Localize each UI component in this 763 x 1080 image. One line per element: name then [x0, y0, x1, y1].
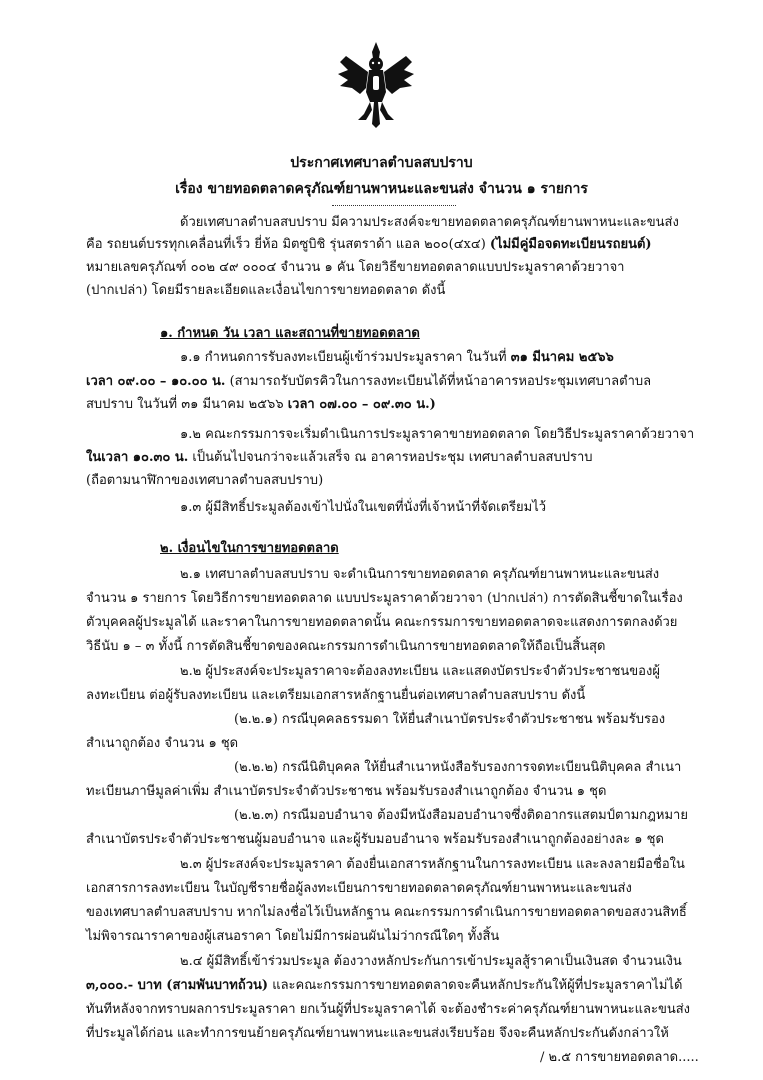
para-2-2-line-2: ลงทะเบียน ต่อผู้รับลงทะเบียน และเตรียมเอกสารหลักฐานยื่นต่อเทศบาลตำบลสบปราบ ดังนี้ — [86, 688, 586, 703]
para-2-3-line-3: ของเทศบาลตำบลสบปราบ หากไม่ลงชื่อไว้เป็นหลักฐาน คณะกรรมการดำเนินการขายทอดตลาดขอสงวนสิทธิ์ — [86, 905, 687, 920]
para-2-4-refund: และคณะกรรมการขายทอดตลาดจะคืนหลักประกันให้ผู้ที่ประมูลราคาไม่ได้ — [268, 978, 683, 993]
para-2-3-line-4: ไม่พิจารณาราคาของผู้เสนอราคา โดยไม่มีการผ่อนผันไม่ว่ากรณีใดๆ ทั้งสิ้น — [86, 929, 500, 944]
para-1-1-queue-time: เวลา ๐๗.๐๐ – ๐๙.๓๐ น.) — [287, 397, 436, 412]
para-2-2-1-line-2: สำเนาถูกต้อง จำนวน ๑ ชุด — [86, 736, 239, 751]
para-2-2-line-1: ๒.๒ ผู้ประสงค์จะประมูลราคาจะต้องลงทะเบียน และแสดงบัตรประจำตัวประชาชนของผู้ — [180, 664, 660, 679]
para-1-1-time: เวลา ๐๙.๐๐ – ๑๐.๐๐ น. — [86, 374, 226, 389]
intro-line-3: หมายเลขครุภัณฑ์ ๐๐๒ ๔๙ ๐๐๐๔ จำนวน ๑ คัน โดยวิธีขายทอดตลาดแบบประมูลราคาด้วยวาจา — [86, 260, 625, 275]
para-2-4-line-2 — [86, 977, 682, 995]
para-1-1-line-2 — [86, 373, 651, 391]
para-1-1-queue-date: สบปราบ ในวันที่ ๓๑ มีนาคม ๒๕๖๖ — [86, 397, 288, 412]
para-2-1-line-4: วิธีนับ ๑ – ๓ ทั้งนี้ การตัดสินชี้ขาดของคณะกรรมการดำเนินการขายทอดตลาดให้ถือเป็นสิ้นสุด — [86, 639, 606, 654]
para-2-1-line-3: ตัวบุคคลผู้ประมูลได้ และราคาในการขายทอดตลาดนั้น คณะกรรมการขายทอดตลาดจะแสดงการตกลงด้วย — [86, 615, 678, 630]
intro-line-1: ด้วยเทศบาลตำบลสบปราบ มีความประสงค์จะขายทอดตลาดครุภัณฑ์ยานพาหนะและขนส่ง — [180, 215, 679, 230]
para-2-2-3-line-1: (๒.๒.๓) กรณีมอบอำนาจ ต้องมีหนังสือมอบอำนาจซึ่งติดอากรแสตมป์ตามกฎหมาย — [234, 808, 688, 823]
intro-line-4: (ปากเปล่า) โดยมีรายละเอียดและเงื่อนไขการขายทอดตลาด ดังนี้ — [86, 283, 446, 298]
para-2-4-line-4: ที่ประมูลได้ก่อน และทำการขนย้ายครุภัณฑ์ยานพาหนะและขนส่งเรียบร้อย จึงจะคืนหลักประกันดังกล่าวให้ — [86, 1026, 669, 1041]
section-2-heading: ๒. เงื่อนไขในการขายทอดตลาด — [160, 541, 339, 556]
para-2-2-3-line-2: สำเนาบัตรประจำตัวประชาชนผู้มอบอำนาจ และผู้รับมอบอำนาจ พร้อมรับรองสำเนาถูกต้องอย่างละ ๑ ชุด — [86, 832, 664, 847]
para-1-2-line-1: ๑.๒ คณะกรรมการจะเริ่มดำเนินการประมูลราคาขายทอดตลาด โดยวิธีประมูลราคาด้วยวาจา — [180, 427, 695, 442]
para-1-3: ๑.๓ ผู้มีสิทธิ์ประมูลต้องเข้าไปนั่งในเขตที่นั่งที่เจ้าหน้าที่จัดเตรียมไว้ — [180, 500, 547, 515]
para-2-4-amount: ๓,๐๐๐.- บาท (สามพันบาทถ้วน) — [86, 978, 269, 993]
para-2-3-line-1: ๒.๓ ผู้ประสงค์จะประมูลราคา ต้องยื่นเอกสารหลักฐานในการลงทะเบียน และลงลายมือชื่อใน — [180, 857, 685, 872]
para-2-4-line-3: ทันทีหลังจากทราบผลการประมูลราคา ยกเว้นผู้ที่ประมูลราคาได้ จะต้องชำระค่าครุภัณฑ์ยานพาหนะและขนส่ง — [86, 1002, 691, 1017]
page-title: ประกาศเทศบาลตำบลสบปราบ — [290, 155, 473, 171]
para-2-2-2-line-2: ทะเบียนภาษีมูลค่าเพิ่ม สำเนาบัตรประจำตัวประชาชน พร้อมรับรองสำเนาถูกต้อง จำนวน ๑ ชุด — [86, 784, 607, 799]
para-2-1-line-1: ๒.๑ เทศบาลตำบลสบปราบ จะดำเนินการขายทอดตลาด ครุภัณฑ์ยานพาหนะและขนส่ง — [180, 567, 660, 582]
para-2-1-line-2: จำนวน ๑ รายการ โดยวิธีการขายทอดตลาด แบบประมูลราคาด้วยวาจา (ปากเปล่า) การตัดสินชี้ขาดในเรื่อง — [86, 591, 683, 606]
para-1-2-line-3: (ถือตามนาฬิกาของเทศบาลตำบลสบปราบ) — [86, 473, 324, 488]
continued-footer: / ๒.๕ การขายทอดตลาด..... — [540, 1050, 699, 1065]
intro-line-2 — [86, 236, 652, 254]
intro-note: (ไม่มีคู่มือจดทะเบียนรถยนต์) — [489, 237, 652, 252]
para-2-4-line-1: ๒.๔ ผู้มีสิทธิ์เข้าร่วมประมูล ต้องวางหลักประกันการเข้าประมูลสู้ราคาเป็นเงินสด จำนวนเงิน — [180, 954, 682, 969]
para-2-3-line-2: เอกสารการลงทะเบียน ในบัญชีรายชื่อผู้ลงทะเบียนการขายทอดตลาดครุภัณฑ์ยานพาหนะและขนส่ง — [86, 881, 632, 896]
para-1-2-place: เป็นต้นไปจนกว่าจะแล้วเสร็จ ณ อาคารหอประชุม เทศบาลตำบลสบปราบ — [188, 450, 593, 465]
dotted-separator — [332, 204, 456, 206]
subject-line: เรื่อง ขายทอดตลาดครุภัณฑ์ยานพาหนะและขนส่ง จำนวน ๑ รายการ — [175, 181, 588, 197]
para-2-2-2-line-1: (๒.๒.๒) กรณีนิติบุคคล ให้ยื่นสำเนาหนังสือรับรองการจดทะเบียนนิติบุคคล สำเนา — [234, 760, 682, 775]
para-1-1-line-3 — [86, 396, 436, 414]
para-1-1-text: ๑.๑ กำหนดการรับลงทะเบียนผู้เข้าร่วมประมูลราคา ในวันที่ — [180, 350, 511, 365]
para-1-2-line-2 — [86, 449, 593, 467]
section-1-heading: ๑. กำหนด วัน เวลา และสถานที่ขายทอดตลาด — [160, 326, 420, 341]
para-1-1-note: (สามารถรับบัตรคิวในการลงทะเบียนได้ที่หน้าอาคารหอประชุมเทศบาลตำบล — [225, 374, 652, 389]
para-1-2-time: ในเวลา ๑๐.๓๐ น. — [86, 450, 189, 465]
para-2-2-1-line-1: (๒.๒.๑) กรณีบุคคลธรรมดา ให้ยื่นสำเนาบัตรประจำตัวประชาชน พร้อมรับรอง — [234, 712, 666, 727]
garuda-emblem-icon — [336, 40, 416, 128]
para-1-1-line-1 — [180, 349, 614, 367]
intro-vehicle: คือ รถยนต์บรรทุกเคลื่อนที่เร็ว ยี่ห้อ มิตซูบิชิ รุ่นสตราด้า แอล ๒๐๐(๔x๔) — [86, 237, 490, 252]
para-1-1-date: ๓๑ มีนาคม ๒๕๖๖ — [510, 350, 614, 365]
